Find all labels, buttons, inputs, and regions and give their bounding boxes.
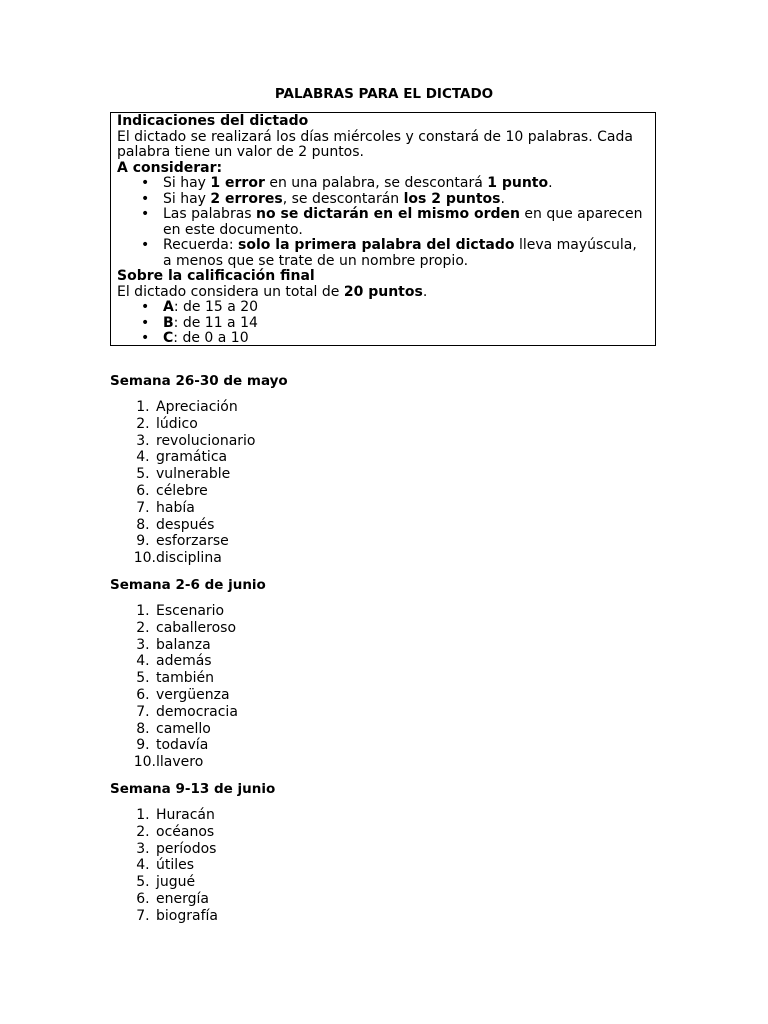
word-item (110, 857, 218, 874)
word-text: períodos (156, 840, 217, 857)
word-item (110, 754, 238, 771)
grade-item: • A: de 15 a 20 (163, 300, 649, 316)
word-number: 2. (136, 823, 154, 840)
word-item (110, 670, 238, 687)
considerar-list (117, 176, 649, 269)
word-item (110, 824, 218, 841)
word-number: 1. (136, 807, 154, 823)
word-item (110, 620, 238, 637)
word-item (110, 737, 238, 754)
word-number: 10. (133, 550, 156, 567)
word-item (110, 399, 256, 416)
considerar-item: • Recuerda: solo la primera palabra del dictado lleva mayúscula, a menos que se trate de un nombre propio. (163, 238, 649, 269)
word-text: energía (156, 890, 209, 907)
word-item (110, 841, 218, 858)
word-number: 7. (136, 499, 154, 516)
word-text: caballeroso (156, 619, 237, 636)
week-title: Semana 2-6 de junio (110, 577, 266, 593)
page-title: PALABRAS PARA EL DICTADO (274, 86, 494, 102)
word-text: vulnerable (156, 466, 231, 483)
word-number: 5. (136, 874, 154, 891)
word-number: 5. (136, 670, 154, 687)
word-number: 4. (136, 449, 154, 466)
word-list (110, 603, 238, 771)
word-text: disciplina (156, 550, 222, 567)
word-text: revolucionario (156, 432, 256, 449)
word-text: océanos (156, 823, 215, 840)
considerar-item: • Si hay 2 errores, se descontarán los 2 puntos. (163, 192, 649, 208)
word-text: célebre (156, 482, 208, 499)
considerar-heading: A considerar: (117, 159, 223, 176)
word-number: 9. (136, 533, 154, 550)
grade-item: • B: de 11 a 14 (163, 316, 649, 332)
word-text: después (156, 516, 215, 533)
word-number: 8. (136, 720, 154, 737)
indicaciones-heading: Indicaciones del dictado (117, 113, 309, 129)
word-text: además (156, 653, 212, 670)
word-item (110, 637, 238, 654)
word-text: Escenario (156, 603, 225, 619)
word-number: 7. (136, 703, 154, 720)
word-text: camello (156, 720, 211, 737)
word-item (110, 653, 238, 670)
grade-item: • C: de 0 a 10 (163, 331, 649, 347)
word-number: 6. (136, 482, 154, 499)
word-number: 4. (136, 857, 154, 874)
word-number: 6. (136, 686, 154, 703)
word-text: balanza (156, 636, 211, 653)
word-number: 7. (136, 907, 154, 924)
word-number: 2. (136, 415, 154, 432)
word-number: 3. (136, 840, 154, 857)
grades-list (117, 300, 649, 347)
word-item (110, 533, 256, 550)
word-item (110, 483, 256, 500)
word-item (110, 500, 256, 517)
word-text: democracia (156, 703, 238, 720)
word-item (110, 603, 238, 620)
word-list (110, 807, 218, 925)
word-item (110, 416, 256, 433)
word-text: vergüenza (156, 686, 230, 703)
word-item (110, 891, 218, 908)
word-item (110, 449, 256, 466)
word-item (110, 466, 256, 483)
indicaciones-text: El dictado se realizará los días miércoles y constará de 10 palabras. Cada palabra tiene un valor de 2 puntos. (117, 128, 633, 160)
word-text: Apreciación (156, 399, 238, 415)
word-text: esforzarse (156, 533, 229, 550)
instructions-box (110, 112, 656, 346)
word-item (110, 807, 218, 824)
word-item (110, 687, 238, 704)
word-item (110, 704, 238, 721)
week-title: Semana 26-30 de mayo (110, 373, 288, 389)
word-text: también (156, 670, 214, 687)
word-item (110, 550, 256, 567)
word-item (110, 908, 218, 925)
calificacion-heading: Sobre la calificación final (117, 268, 315, 284)
considerar-item: • Las palabras no se dictarán en el mismo orden en que aparecen en este documento. (163, 207, 649, 238)
word-number: 8. (136, 516, 154, 533)
word-text: llavero (156, 754, 204, 771)
word-number: 6. (136, 890, 154, 907)
word-text: útiles (156, 857, 195, 874)
considerar-item: • Si hay 1 error en una palabra, se descontará 1 punto. (163, 176, 649, 192)
word-item (110, 721, 238, 738)
word-number: 1. (136, 603, 154, 619)
week-title: Semana 9-13 de junio (110, 781, 276, 797)
calificacion-text: El dictado considera un total de 20 puntos. (117, 283, 428, 300)
word-item (110, 433, 256, 450)
word-number: 4. (136, 653, 154, 670)
word-text: Huracán (156, 807, 215, 823)
word-text: gramática (156, 449, 228, 466)
word-number: 3. (136, 432, 154, 449)
word-text: todavía (156, 737, 209, 754)
word-number: 3. (136, 636, 154, 653)
word-number: 10. (133, 754, 156, 771)
word-item (110, 874, 218, 891)
word-number: 9. (136, 737, 154, 754)
word-number: 2. (136, 619, 154, 636)
word-text: lúdico (156, 415, 198, 432)
word-text: jugué (156, 874, 196, 891)
word-number: 5. (136, 466, 154, 483)
word-list (110, 399, 256, 567)
word-text: había (156, 499, 195, 516)
word-number: 1. (136, 399, 154, 415)
word-item (110, 517, 256, 534)
word-text: biografía (156, 907, 218, 924)
